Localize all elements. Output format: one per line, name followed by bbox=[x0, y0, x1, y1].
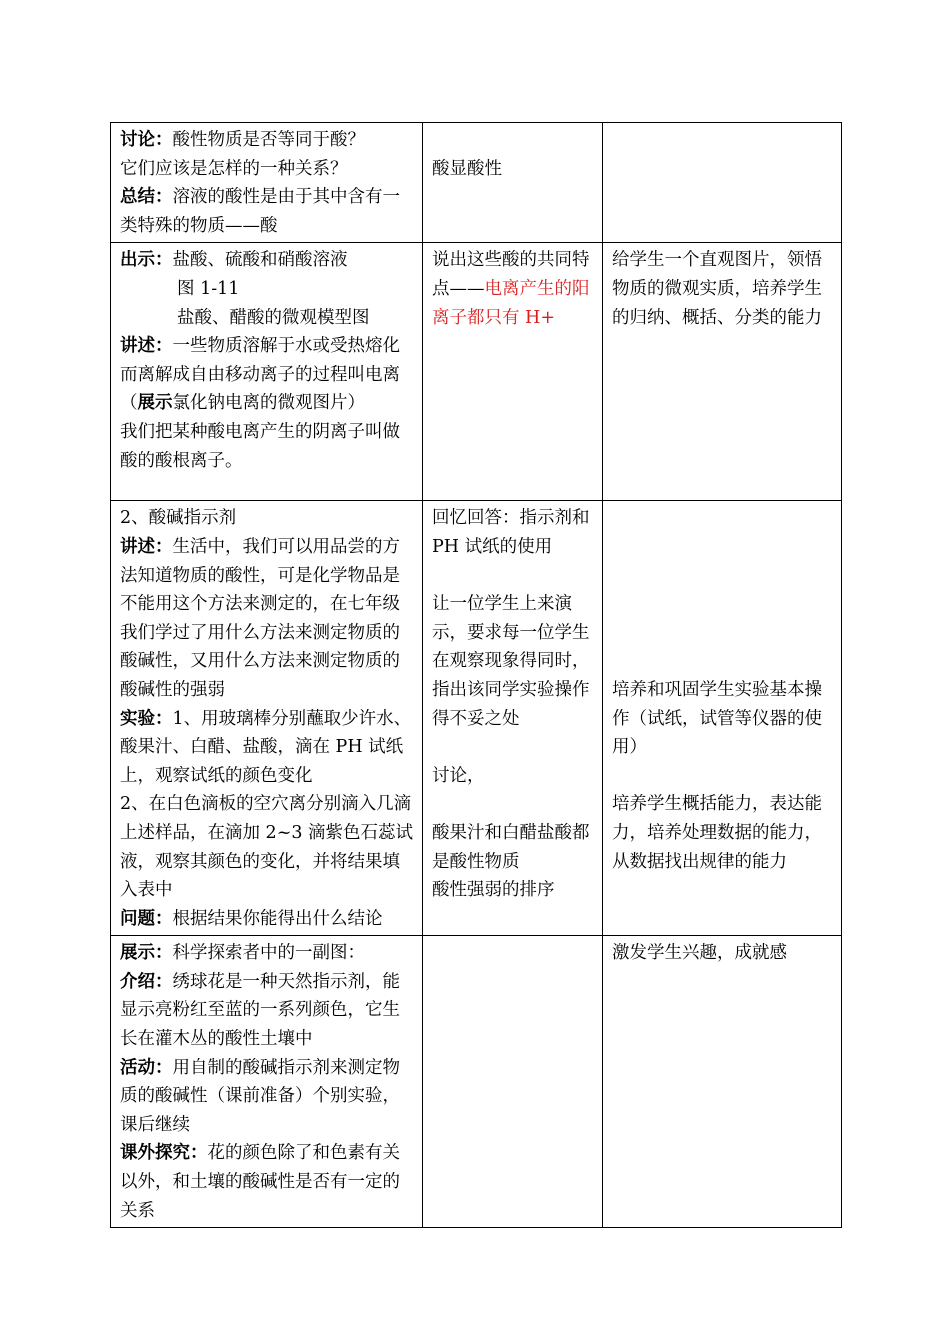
text-line bbox=[120, 1139, 414, 1225]
text-line: 激发学生兴趣，成就感 bbox=[612, 943, 787, 964]
teacher-activity-cell bbox=[111, 501, 423, 936]
text-line bbox=[432, 939, 594, 968]
text-line bbox=[120, 705, 414, 791]
student-activity-cell bbox=[423, 123, 603, 243]
highlight-text: 电离产生的阳离子都只有 H+ bbox=[432, 278, 590, 328]
text: 酸性物质是否等同于酸？ bbox=[172, 130, 365, 150]
label-question: 问题： bbox=[120, 908, 173, 929]
text-line bbox=[120, 533, 414, 705]
spacer bbox=[612, 504, 833, 533]
table-row bbox=[111, 936, 842, 1228]
design-intent-cell bbox=[603, 123, 842, 243]
label-explain: 讲述： bbox=[120, 336, 173, 357]
text: 说出这些酸的共同特点—— bbox=[432, 250, 590, 299]
text-line: 酸性强弱的排序 bbox=[432, 880, 555, 901]
label-introduce: 介绍： bbox=[120, 971, 173, 992]
text-line bbox=[120, 183, 414, 240]
text-line: 盐酸、醋酸的微观模型图 bbox=[177, 307, 370, 328]
text-line: 它们应该是怎样的一种关系？ bbox=[120, 158, 348, 179]
lesson-plan-table bbox=[110, 122, 842, 1228]
label-show: 出示： bbox=[120, 250, 173, 271]
text: 科学探索者中的一副图： bbox=[172, 943, 365, 964]
text-line bbox=[432, 246, 594, 332]
text-line: 酸显酸性 bbox=[432, 158, 502, 179]
design-intent-cell bbox=[603, 936, 842, 1228]
teacher-activity-cell bbox=[111, 123, 423, 243]
text-line bbox=[120, 1054, 414, 1140]
text: 绣球花是一种天然指示剂，能显示亮粉红至蓝的一系列颜色，它生长在灌木丛的酸性土壤中 bbox=[120, 971, 400, 1050]
label-extracurricular: 课外探究： bbox=[120, 1143, 208, 1164]
spacer bbox=[432, 562, 594, 591]
text-line: 我们把某种酸电离产生的阴离子叫做酸的酸根离子。 bbox=[120, 421, 400, 471]
table-row bbox=[111, 243, 842, 501]
text-line bbox=[120, 246, 414, 275]
label-display: 展示 bbox=[137, 393, 173, 414]
text: 1、用玻璃棒分别蘸取少许水、酸果汁、白醋、盐酸，滴在 PH 试纸上，观察试纸的颜色变化 bbox=[120, 708, 412, 786]
label-summary: 总结： bbox=[120, 187, 173, 208]
design-intent-cell bbox=[603, 243, 842, 501]
text-line bbox=[120, 905, 414, 934]
spacer bbox=[612, 533, 833, 562]
section-heading: 2、酸碱指示剂 bbox=[120, 508, 237, 529]
student-activity-cell bbox=[423, 936, 603, 1228]
spacer bbox=[432, 733, 594, 762]
label-experiment: 实验： bbox=[120, 708, 173, 729]
text: 溶液的酸性是由于其中含有一类特殊的物质——酸 bbox=[120, 187, 400, 236]
label-explain: 讲述： bbox=[120, 536, 173, 557]
text-line: 2、在白色滴板的空穴离分别滴入几滴上述样品，在滴加 2~3 滴紫色石蕊试液，观察其颜色的变化，并将结果填入表中 bbox=[120, 794, 414, 901]
label-show: 展示： bbox=[120, 943, 173, 964]
text-line: 培养学生概括能力，表达能力，培养处理数据的能力，从数据找出规律的能力 bbox=[612, 794, 822, 872]
text-line bbox=[120, 332, 414, 418]
text-line: 图 1-11 bbox=[177, 278, 240, 299]
spacer bbox=[612, 762, 833, 791]
text: 花的颜色除了和色素有关以外，和土壤的酸碱性是否有一定的关系 bbox=[120, 1143, 400, 1221]
text-line bbox=[120, 939, 414, 968]
text-line: 让一位学生上来演示，要求每一位学生在观察现象得同时，指出该同学实验操作得不妥之处 bbox=[432, 594, 590, 729]
spacer bbox=[612, 562, 833, 591]
spacer bbox=[612, 647, 833, 676]
label-activity: 活动： bbox=[120, 1057, 173, 1078]
spacer bbox=[612, 619, 833, 648]
text-line: 酸果汁和白醋盐酸都是酸性物质 bbox=[432, 822, 590, 872]
text: 生活中，我们可以用品尝的方法知道物质的酸性，可是化学物品是不能用这个方法来测定的，在七年级我们学过了用什么方法来测定物质的酸碱性，又用什么方法来测定物质的酸碱性的强弱 bbox=[120, 536, 400, 700]
table-row bbox=[111, 501, 842, 936]
student-activity-cell bbox=[423, 243, 603, 501]
spacer bbox=[612, 590, 833, 619]
spacer bbox=[432, 126, 594, 155]
text-line: 讨论， bbox=[432, 765, 485, 786]
teacher-activity-cell bbox=[111, 936, 423, 1228]
text: 盐酸、硫酸和硝酸溶液 bbox=[172, 250, 348, 271]
text: 根据结果你能得出什么结论 bbox=[172, 908, 383, 929]
student-activity-cell bbox=[423, 501, 603, 936]
text-line bbox=[120, 126, 414, 155]
text: 氯化钠电离的微观图片） bbox=[172, 393, 365, 414]
design-intent-cell bbox=[603, 501, 842, 936]
text: 一些物质溶解于水或受热熔化而离解成自由移动离子的过程叫电离（ bbox=[120, 336, 400, 414]
label-discussion: 讨论： bbox=[120, 130, 173, 150]
spacer bbox=[432, 790, 594, 819]
text-line bbox=[120, 968, 414, 1054]
teacher-activity-cell bbox=[111, 243, 423, 501]
text-line: 培养和巩固学生实验基本操作（试纸，试管等仪器的使用） bbox=[612, 679, 822, 758]
table-row bbox=[111, 123, 842, 243]
text-line: 给学生一个直观图片，领悟物质的微观实质，培养学生的归纳、概括、分类的能力 bbox=[612, 250, 822, 328]
text-line: 回忆回答：指示剂和 PH 试纸的使用 bbox=[432, 508, 590, 557]
text: 用自制的酸碱指示剂来测定物质的酸碱性（课前准备）个别实验，课后继续 bbox=[120, 1057, 400, 1135]
text-line bbox=[612, 126, 833, 155]
